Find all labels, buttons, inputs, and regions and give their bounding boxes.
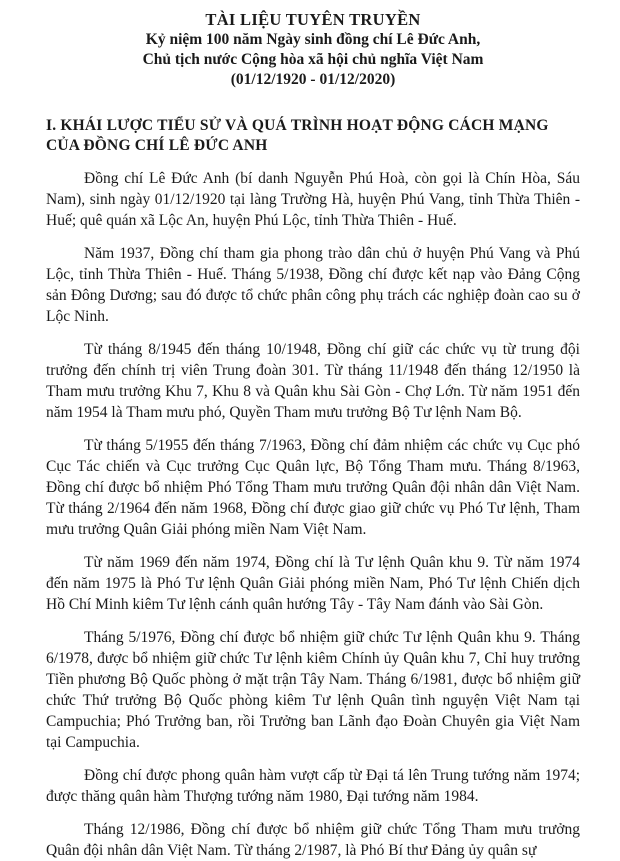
- section-heading: I. KHÁI LƯỢC TIỂU SỬ VÀ QUÁ TRÌNH HOẠT ĐỘNG CÁCH MẠNG CỦA ĐỒNG CHÍ LÊ ĐỨC ANH: [46, 117, 549, 154]
- paragraph-6: Tháng 5/1976, Đồng chí được bổ nhiệm giữ chức Tư lệnh Quân khu 9. Tháng 6/1978, được bổ nhiệm giữ chức Tư lệnh kiêm Chính ủy Quân khu 7, Chỉ huy trưởng Tiền phương Bộ Quốc phòng ở mặt trận Tây Nam. Tháng 6/1981, được bổ nhiệm giữ chức Thứ trưởng Bộ Quốc phòng kiêm Tư lệnh Quân tình nguyện Việt Nam tại Campuchia; Phó Trưởng ban, rồi Trưởng ban Lãnh đạo Đoàn Chuyên gia Việt Nam tại Campuchia.: [46, 629, 580, 751]
- document-subtitle-line-1: Kỷ niệm 100 năm Ngày sinh đồng chí Lê Đức Anh,: [145, 31, 481, 48]
- document-title: TÀI LIỆU TUYÊN TRUYỀN: [205, 10, 421, 29]
- paragraph-5: Từ năm 1969 đến năm 1974, Đồng chí là Tư lệnh Quân khu 9. Từ năm 1974 đến năm 1975 là Phó Tư lệnh Quân Giải phóng miền Nam, Phó Tư lệnh Chiến dịch Hồ Chí Minh kiêm Tư lệnh cánh quân hướng Tây - Tây Nam đánh vào Sài Gòn.: [46, 554, 580, 613]
- document-date-range: (01/12/1920 - 01/12/2020): [230, 71, 396, 88]
- document-subtitle-line-2: Chủ tịch nước Cộng hòa xã hội chủ nghĩa Việt Nam: [142, 51, 484, 68]
- document-header: [46, 10, 580, 90]
- paragraph-7: Đồng chí được phong quân hàm vượt cấp từ Đại tá lên Trung tướng năm 1974; được thăng quân hàm Thượng tướng năm 1980, Đại tướng năm 1984.: [46, 767, 580, 805]
- paragraph-1: Đồng chí Lê Đức Anh (bí danh Nguyễn Phú Hoà, còn gọi là Chín Hòa, Sáu Nam), sinh ngày 01/12/1920 tại làng Trường Hà, huyện Phú Vang, tỉnh Thừa Thiên - Huế; quê quán xã Lộc An, huyện Phú Lộc, tỉnh Thừa Thiên - Huế.: [46, 170, 580, 229]
- paragraph-2: Năm 1937, Đồng chí tham gia phong trào dân chủ ở huyện Phú Vang và Phú Lộc, tỉnh Thừa Thiên - Huế. Tháng 5/1938, Đồng chí được kết nạp vào Đảng Cộng sản Đông Dương; sau đó được tổ chức phân công phụ trách các nghiệp đoàn cao su ở Lộc Ninh.: [46, 245, 580, 325]
- paragraph-3: Từ tháng 8/1945 đến tháng 10/1948, Đồng chí giữ các chức vụ từ trung đội trưởng đến chính trị viên Trung đoàn 301. Từ tháng 11/1948 đến tháng 12/1950 là Tham mưu trưởng Khu 7, Khu 8 và Quân khu Sài Gòn - Chợ Lớn. Từ năm 1951 đến năm 1954 là Tham mưu phó, Quyền Tham mưu trưởng Bộ Tư lệnh Nam Bộ.: [46, 341, 580, 421]
- paragraph-4: Từ tháng 5/1955 đến tháng 7/1963, Đồng chí đảm nhiệm các chức vụ Cục phó Cục Tác chiến và Cục trưởng Cục Quân lực, Bộ Tổng Tham mưu. Tháng 8/1963, Đồng chí được bổ nhiệm Phó Tổng Tham mưu trưởng Quân đội nhân dân Việt Nam. Từ tháng 2/1964 đến năm 1968, Đồng chí được giao giữ chức vụ Phó Tư lệnh, Tham mưu trưởng Quân Giải phóng miền Nam Việt Nam.: [46, 437, 580, 538]
- paragraph-8: Tháng 12/1986, Đồng chí được bổ nhiệm giữ chức Tổng Tham mưu trưởng Quân đội nhân dân Việt Nam. Từ tháng 2/1987, là Phó Bí thư Đảng ủy quân sự: [46, 821, 580, 859]
